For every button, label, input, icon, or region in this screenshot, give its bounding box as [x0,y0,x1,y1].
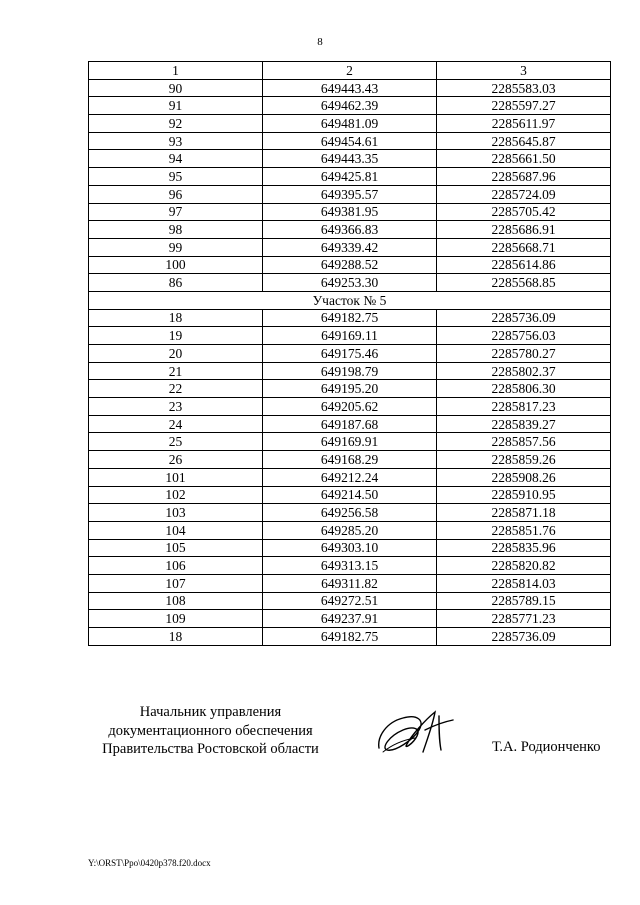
cell-x-coordinate: 649253.30 [263,274,437,292]
cell-point-number: 22 [89,380,263,398]
cell-x-coordinate: 649182.75 [263,628,437,646]
table-row [89,256,611,274]
table-row [89,97,611,115]
cell-x-coordinate: 649381.95 [263,203,437,221]
cell-point-number: 20 [89,345,263,363]
cell-y-coordinate: 2285839.27 [437,415,611,433]
cell-point-number: 90 [89,79,263,97]
table-row [89,592,611,610]
table-row [89,610,611,628]
table-row [89,203,611,221]
cell-x-coordinate: 649214.50 [263,486,437,504]
section-row [89,291,611,309]
cell-x-coordinate: 649443.43 [263,79,437,97]
cell-x-coordinate: 649168.29 [263,451,437,469]
table-row [89,309,611,327]
section-title: Участок № 5 [89,291,611,309]
cell-point-number: 105 [89,539,263,557]
table-row [89,380,611,398]
cell-y-coordinate: 2285817.23 [437,398,611,416]
cell-point-number: 24 [89,415,263,433]
column-header-y: 3 [437,62,611,80]
cell-x-coordinate: 649272.51 [263,592,437,610]
cell-x-coordinate: 649339.42 [263,238,437,256]
cell-y-coordinate: 2285851.76 [437,521,611,539]
cell-point-number: 96 [89,185,263,203]
column-header-x: 2 [263,62,437,80]
table-row [89,79,611,97]
table-row [89,415,611,433]
cell-point-number: 25 [89,433,263,451]
cell-y-coordinate: 2285668.71 [437,238,611,256]
cell-y-coordinate: 2285597.27 [437,97,611,115]
column-header-point: 1 [89,62,263,80]
cell-point-number: 104 [89,521,263,539]
cell-point-number: 91 [89,97,263,115]
cell-x-coordinate: 649454.61 [263,132,437,150]
table-header-row [89,62,611,80]
table-row [89,486,611,504]
cell-point-number: 18 [89,309,263,327]
cell-y-coordinate: 2285871.18 [437,504,611,522]
cell-point-number: 99 [89,238,263,256]
table-row [89,504,611,522]
cell-y-coordinate: 2285583.03 [437,79,611,97]
cell-x-coordinate: 649313.15 [263,557,437,575]
cell-x-coordinate: 649311.82 [263,574,437,592]
cell-point-number: 107 [89,574,263,592]
signer-position-line: документационного обеспечения [108,722,313,739]
table-row [89,521,611,539]
table-row [89,150,611,168]
cell-point-number: 109 [89,610,263,628]
cell-x-coordinate: 649366.83 [263,221,437,239]
cell-point-number: 23 [89,398,263,416]
cell-point-number: 102 [89,486,263,504]
cell-x-coordinate: 649443.35 [263,150,437,168]
coordinates-table-body [89,62,611,646]
cell-y-coordinate: 2285614.86 [437,256,611,274]
cell-x-coordinate: 649182.75 [263,309,437,327]
cell-y-coordinate: 2285687.96 [437,168,611,186]
table-row [89,362,611,380]
cell-x-coordinate: 649187.68 [263,415,437,433]
cell-x-coordinate: 649481.09 [263,115,437,133]
cell-y-coordinate: 2285780.27 [437,345,611,363]
page-number: 8 [317,36,323,48]
cell-y-coordinate: 2285686.91 [437,221,611,239]
cell-y-coordinate: 2285568.85 [437,274,611,292]
cell-y-coordinate: 2285736.09 [437,309,611,327]
table-row [89,433,611,451]
table-row [89,221,611,239]
signer-name: Т.А. Родионченко [492,739,601,755]
cell-y-coordinate: 2285857.56 [437,433,611,451]
table-row [89,274,611,292]
cell-y-coordinate: 2285910.95 [437,486,611,504]
file-path: Y:\ORST\Ppo\0420p378.f20.docx [88,858,211,868]
cell-point-number: 18 [89,628,263,646]
table-row [89,115,611,133]
cell-y-coordinate: 2285908.26 [437,468,611,486]
cell-y-coordinate: 2285661.50 [437,150,611,168]
table-row [89,451,611,469]
cell-x-coordinate: 649195.20 [263,380,437,398]
cell-y-coordinate: 2285756.03 [437,327,611,345]
table-row [89,398,611,416]
cell-x-coordinate: 649169.11 [263,327,437,345]
cell-point-number: 93 [89,132,263,150]
cell-y-coordinate: 2285789.15 [437,592,611,610]
table-row [89,132,611,150]
cell-point-number: 108 [89,592,263,610]
cell-x-coordinate: 649169.91 [263,433,437,451]
cell-point-number: 100 [89,256,263,274]
cell-x-coordinate: 649288.52 [263,256,437,274]
table-row [89,168,611,186]
cell-x-coordinate: 649205.62 [263,398,437,416]
handwritten-signature [373,700,463,762]
table-row [89,327,611,345]
cell-point-number: 106 [89,557,263,575]
cell-x-coordinate: 649425.81 [263,168,437,186]
cell-x-coordinate: 649212.24 [263,468,437,486]
cell-point-number: 101 [89,468,263,486]
cell-y-coordinate: 2285724.09 [437,185,611,203]
cell-point-number: 26 [89,451,263,469]
cell-point-number: 86 [89,274,263,292]
cell-y-coordinate: 2285736.09 [437,628,611,646]
table-row [89,238,611,256]
cell-point-number: 103 [89,504,263,522]
table-row [89,557,611,575]
cell-point-number: 21 [89,362,263,380]
table-row [89,468,611,486]
coordinates-table [88,61,611,646]
cell-y-coordinate: 2285705.42 [437,203,611,221]
cell-y-coordinate: 2285771.23 [437,610,611,628]
table-row [89,345,611,363]
cell-y-coordinate: 2285820.82 [437,557,611,575]
table-row [89,539,611,557]
cell-x-coordinate: 649256.58 [263,504,437,522]
cell-point-number: 98 [89,221,263,239]
table-row [89,185,611,203]
cell-y-coordinate: 2285806.30 [437,380,611,398]
cell-y-coordinate: 2285859.26 [437,451,611,469]
cell-point-number: 19 [89,327,263,345]
cell-y-coordinate: 2285645.87 [437,132,611,150]
cell-x-coordinate: 649198.79 [263,362,437,380]
cell-x-coordinate: 649285.20 [263,521,437,539]
cell-y-coordinate: 2285835.96 [437,539,611,557]
cell-point-number: 94 [89,150,263,168]
cell-x-coordinate: 649175.46 [263,345,437,363]
signer-position [88,703,333,759]
cell-y-coordinate: 2285611.97 [437,115,611,133]
signer-position-line: Правительства Ростовской области [102,741,319,757]
table-row [89,574,611,592]
signer-position-line: Начальник управления [139,704,282,720]
cell-x-coordinate: 649395.57 [263,185,437,203]
cell-point-number: 95 [89,168,263,186]
cell-x-coordinate: 649237.91 [263,610,437,628]
cell-y-coordinate: 2285802.37 [437,362,611,380]
cell-y-coordinate: 2285814.03 [437,574,611,592]
cell-x-coordinate: 649462.39 [263,97,437,115]
cell-point-number: 92 [89,115,263,133]
table-row [89,628,611,646]
cell-point-number: 97 [89,203,263,221]
cell-x-coordinate: 649303.10 [263,539,437,557]
